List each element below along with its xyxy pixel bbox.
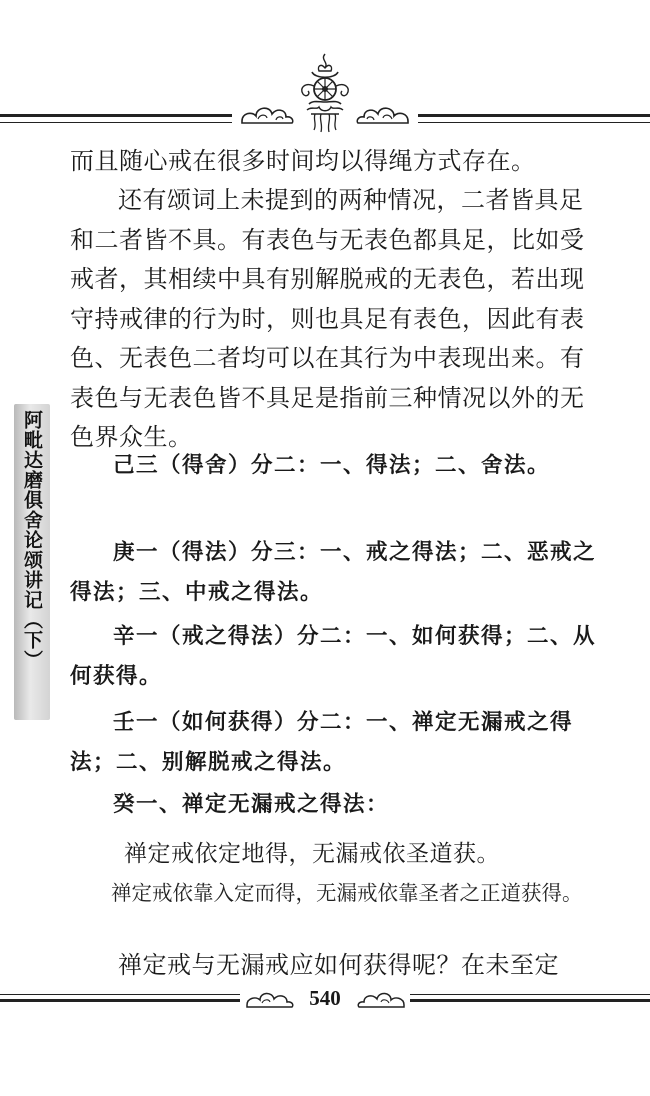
cloud-ornament-footer-right-icon [355,986,407,1010]
side-tab [14,404,50,720]
paragraph-continuation: 而且随心戒在很多时间均以得绳方式存在。 [70,147,536,175]
verse-commentary: 禅定戒依靠入定而得，无漏戒依靠圣者之正道获得。 [111,881,583,905]
page-number: 540 [309,986,341,1010]
cloud-ornament-footer-left-icon [244,986,296,1010]
section-heading-ren-yi: 壬一（如何获得）分二：一、禅定无漏戒之得法；二、别解脱戒之得法。 [70,710,574,775]
root-verse: 禅定戒依定地得，无漏戒依圣道获。 [124,841,500,867]
section-heading-ji-san: 己三（得舍）分二：一、得法；二、舍法。 [113,453,551,478]
paragraph-both-or-neither: 还有颂词上未提到的两种情况，二者皆具足和二者皆不具。有表色与无表色都具足，比如受戒者，其相续中具有别解脱戒的无表色，若出现守持戒律的行为时，则也具足有表色，因此有表色、无表色二者均可以在其行为中表现出来。有表色与无表色皆不具足是指前三种情况以外的无色界众生。 [70,186,585,451]
paragraph-how-obtained: 禅定戒与无漏戒应如何获得呢？在未至定 [118,951,559,979]
section-heading-xin-yi: 辛一（戒之得法）分二：一、如何获得；二、从何获得。 [70,624,597,689]
section-heading-geng-yi: 庚一（得法）分三：一、戒之得法；二、恶戒之得法；三、中戒之得法。 [70,540,597,605]
dharma-wheel-emblem-icon [285,52,365,134]
book-title-vertical: 阿毗达磨俱舍论颂讲记（下） [21,410,43,670]
section-heading-gui-yi: 癸一、禅定无漏戒之得法： [113,792,390,817]
